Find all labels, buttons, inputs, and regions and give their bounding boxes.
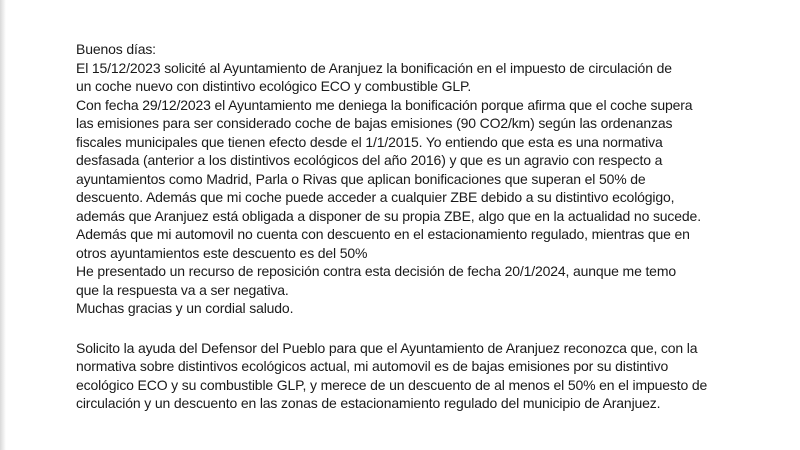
greeting: Buenos días: xyxy=(76,41,156,57)
text-line: otros ayuntamientos este descuento es del 50% xyxy=(76,244,368,261)
paragraph-spacer xyxy=(76,318,741,339)
text-line: que la respuesta va a ser negativa. xyxy=(76,281,289,298)
text-line: El 15/12/2023 solicité al Ayuntamiento de Aranjuez la bonificación en el impuesto de circulación de xyxy=(76,59,672,76)
text-line: las emisiones para ser considerado coche de bajas emisiones (90 CO2/km) según las ordenanzas xyxy=(76,115,673,131)
paragraph-appeal xyxy=(76,262,741,299)
text-line: fiscales municipales que tienen efecto desde el 1/1/2015. Yo entiendo que esta es una normativa xyxy=(76,133,663,150)
page-edge-shadow xyxy=(0,0,6,450)
text-line: ayuntamientos como Madrid, Parla o Rivas que aplican bonificaciones que superan el 50% de xyxy=(76,170,646,187)
text-line: He presentado un recurso de reposición contra esta decisión de fecha 20/1/2024, aunque me temo xyxy=(76,263,676,279)
text-line: Con fecha 29/12/2023 el Ayuntamiento me deniega la bonificación porque afirma que el coche supera xyxy=(76,96,693,113)
text-line: normativa sobre distintivos ecológicos actual, mi automovil es de bajas emisiones por su distintivo xyxy=(76,358,669,374)
letter-body xyxy=(76,40,741,413)
paragraph-denial xyxy=(76,96,741,226)
paragraph-request xyxy=(76,339,741,413)
text-line: desfasada (anterior a los distintivos ecológicos del año 2016) y que es un agravio con respecto a xyxy=(76,152,663,168)
paragraph-request-date xyxy=(76,59,741,96)
text-line: un coche nuevo con distintivo ecológico ECO y combustible GLP. xyxy=(76,78,472,94)
closing: Muchas gracias y un cordial saludo. xyxy=(76,300,294,316)
paragraph-parking xyxy=(76,225,741,262)
text-line: Además que mi automovil no cuenta con descuento en el estacionamiento regulado, mientras que en xyxy=(76,226,690,242)
text-line: descuento. Además que mi coche puede acceder a cualquier ZBE debido a su distintivo ecológigo, xyxy=(76,189,675,205)
text-line: Solicito la ayuda del Defensor del Pueblo para que el Ayuntamiento de Aranjuez reconozca que, con la xyxy=(76,339,698,356)
text-line: ecológico ECO y su combustible GLP, y merece de un descuento de al menos el 50% en el impuesto de xyxy=(76,376,708,393)
text-line: circulación y un descuento en las zonas de estacionamiento regulado del municipio de Aranjuez. xyxy=(76,395,661,411)
text-line: además que Aranjuez está obligada a disponer de su propia ZBE, algo que en la actualidad no sucede. xyxy=(76,207,701,224)
